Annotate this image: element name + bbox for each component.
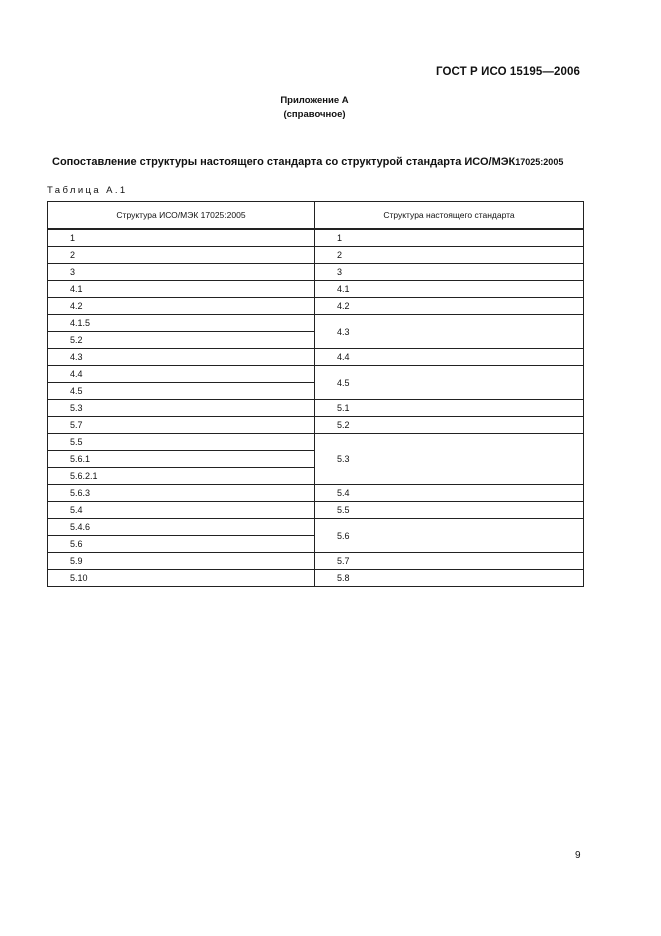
table-cell: 2 [48,247,315,264]
table-row [48,298,584,315]
table-cell: 5.8 [315,570,584,587]
table-cell: 5.9 [48,553,315,570]
table-row [48,229,584,247]
table-cell: 5.1 [315,400,584,417]
table-cell: 3 [48,264,315,281]
table-header-row [48,202,584,230]
table-cell: 5.2 [48,332,315,349]
table-cell: 5.2 [315,417,584,434]
table-row [48,570,584,587]
section-title-ref: 17025:2005 [515,157,564,167]
table-cell: 5.5 [315,502,584,519]
table-label: Таблица А.1 [47,185,128,196]
table-row [48,315,584,332]
table-cell: 5.7 [48,417,315,434]
table-cell: 5.3 [48,400,315,417]
table-cell: 4.5 [48,383,315,400]
table-cell: 5.6.2.1 [48,468,315,485]
table-cell: 4.4 [315,349,584,366]
table-row [48,485,584,502]
table-cell: 4.5 [315,366,584,400]
table-row [48,281,584,298]
table-row [48,502,584,519]
table-row [48,434,584,451]
header-standard-structure: Структура настоящего стандарта [315,202,584,230]
comparison-table [47,201,584,587]
table-cell: 5.6.1 [48,451,315,468]
table-cell: 1 [315,229,584,247]
table-cell: 4.2 [315,298,584,315]
table-cell: 2 [315,247,584,264]
table-cell: 1 [48,229,315,247]
header-iso-structure: Структура ИСО/МЭК 17025:2005 [48,202,315,230]
table-row [48,553,584,570]
table-cell: 5.5 [48,434,315,451]
section-title-text: Сопоставление структуры настоящего стандарта со структурой стандарта ИСО/МЭК [52,156,516,168]
table-cell: 5.10 [48,570,315,587]
table-cell: 5.4.6 [48,519,315,536]
table-row [48,417,584,434]
section-title [52,156,563,168]
table-cell: 5.6 [48,536,315,553]
table-cell: 4.1 [48,281,315,298]
table-cell: 5.4 [48,502,315,519]
table-cell: 4.3 [48,349,315,366]
appendix-subtitle: (справочное) [283,109,346,120]
table-cell: 4.3 [315,315,584,349]
table-cell: 5.3 [315,434,584,485]
appendix-title: Приложение А [280,95,349,106]
table-row [48,264,584,281]
page-number: 9 [575,850,581,861]
table-cell: 4.4 [48,366,315,383]
table-cell: 5.7 [315,553,584,570]
table-row [48,519,584,536]
document-code: ГОСТ Р ИСО 15195—2006 [435,66,580,78]
table-row [48,366,584,383]
table-cell: 4.1 [315,281,584,298]
table-cell: 4.2 [48,298,315,315]
table-cell: 5.6.3 [48,485,315,502]
table-cell: 5.4 [315,485,584,502]
table-row [48,349,584,366]
table-cell: 3 [315,264,584,281]
table-cell: 4.1.5 [48,315,315,332]
table-cell: 5.6 [315,519,584,553]
table-row [48,400,584,417]
table-row [48,247,584,264]
